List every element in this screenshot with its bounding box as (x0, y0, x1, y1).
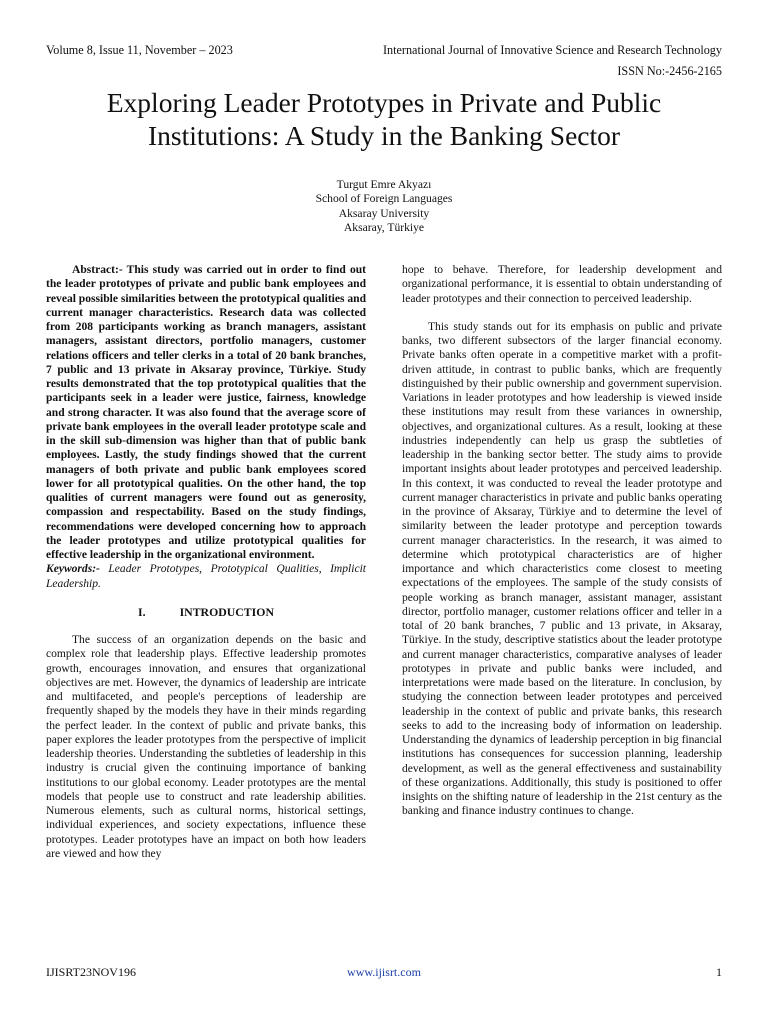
paper-title (40, 86, 728, 152)
left-column (46, 263, 366, 861)
intro-paragraph-1: The success of an organization depends on the basic and complex role that leadership plays. Effective leadership promotes growth, encourages innovation, and ensures that organizational objectives are met. However, the dynamics of leadership are intricate and multifaceted, and people's perceptions of leadership are frequently shaped by the models they have in their minds regarding the perfect leader. In the context of public and private banks, this paper explores the leader prototypes from the perspective of implicit leadership theories. Understanding the subtleties of leadership in this industry is crucial given the continuing importance of banking institutions to our global economy. Leader prototypes are the mental models that people use to construct and rate leadership abilities. Numerous elements, such as cultural norms, historical settings, individual experiences, and society expectations, influence these prototypes. Leader prototypes have an impact on both how leaders are viewed and how they (46, 634, 366, 860)
section-heading (46, 605, 366, 619)
volume-issue: Volume 8, Issue 11, November – 2023 (46, 43, 233, 57)
paper-title-line-1: Exploring Leader Prototypes in Private and Public (106, 87, 662, 118)
abstract: Abstract:- This study was carried out in order to find out the leader prototypes of private and public bank employees and reveal possible similarities between the prototypical qualities and current manager characteristics. Research data was collected from 208 participants working as branch managers, assistant managers, assistant directors, portfolio managers, customer relations officers and teller clerks in a total of 20 bank branches, 7 public and 13 private in Aksaray province, Türkiye. Study results demonstrated that the top prototypical qualities that the participants seek in a leader were justice, fairness, knowledge and strong character. It was also found that the average score of private bank employees in the overall leader prototype scale and in the skill sub-dimension was higher than that of public bank employees. Lastly, the study findings showed that the current managers of both private and public bank employees scored lower for all prototypical qualities. On the other hand, the top qualities of current managers were found out as generosity, compassion and respectability. Based on the study findings, recommendations were developed concerning how to approach the leader prototypes and utilize prototypical qualities for effective leadership in the organizational environment. (46, 264, 366, 561)
section-title: INTRODUCTION (179, 604, 274, 619)
website-link[interactable]: www.ijisrt.com (347, 965, 421, 979)
author-location: Aksaray, Türkiye (343, 221, 425, 235)
paper-title-line-2: Institutions: A Study in the Banking Sector (147, 120, 621, 151)
website-footer (0, 965, 768, 980)
author-name: Turgut Emre Akyazı (336, 178, 432, 191)
journal-name: International Journal of Innovative Science and Research Technology (382, 43, 722, 57)
paper-id: IJISRT23NOV196 (46, 965, 136, 979)
issn: ISSN No:-2456-2165 (617, 64, 722, 78)
right-paragraph-2: This study stands out for its emphasis on public and private banks, two different subsectors of the larger financial economy. Private banks often operate in a competitive market with a profit-driven attitude, in contrast to public banks, which are frequently distinguished by their public ownership and government supervision. Variations in leader prototypes and how leadership is viewed inside these institutions may result from these variances in ownership, objectives, and organizational cultures. As a result, looking at these industries independently can help us grasp the subtleties of leadership in the banking sector better. The study aims to provide important insights about leader prototypes and perceived leadership. In this context, it was conducted to reveal the leader prototype and current manager characteristics in private and public banks operating in the province of Aksaray, Türkiye and to determine the level of similarity between the leader prototype and perception towards current manager characteristics. In the research, it was aimed to determine which prototypical characteristics are of higher importance and which characteristics come closest to meeting expectations of the employees. The sample of the study consists of people working as branch manager, assistant manager, assistant director, portfolio manager, customer relations officer and teller in a total of 20 bank branches, 7 public and 13 private, in Aksaray, Türkiye. In the study, descriptive statistics about the leader prototype and current manager characteristics, comparative analyses of leader prototypes in private and public banks were included, and interpretations were made based on the literature. In conclusion, by studying the connection between leader prototypes and perceived leadership in the context of public and private banks, this research seeks to add to the increasing body of information on leadership. Understanding the dynamics of leadership perception in big financial institutions has consequences for succession planning, leadership development, as well as the general effectiveness and sustainability of these organizations. Additionally, this study is positioned to offer insights on the shifting nature of leadership in the 21st century as the banking and finance industry continues to change. (402, 320, 722, 818)
author-department: School of Foreign Languages (315, 192, 453, 206)
right-column (402, 263, 722, 819)
right-paragraph-1: hope to behave. Therefore, for leadership development and organizational performance, it is essential to obtain understanding of leader prototypes and their connection to perceived leadership. (402, 264, 722, 305)
page-number: 1 (716, 965, 722, 979)
author-block (0, 178, 768, 236)
keywords-text: Leader Prototypes, Prototypical Qualities, Implicit Leadership. (46, 563, 366, 590)
section-number: I. (138, 604, 146, 619)
keywords-label: Keywords:- (46, 563, 100, 576)
keywords (46, 562, 366, 591)
author-university: Aksaray University (338, 206, 430, 220)
